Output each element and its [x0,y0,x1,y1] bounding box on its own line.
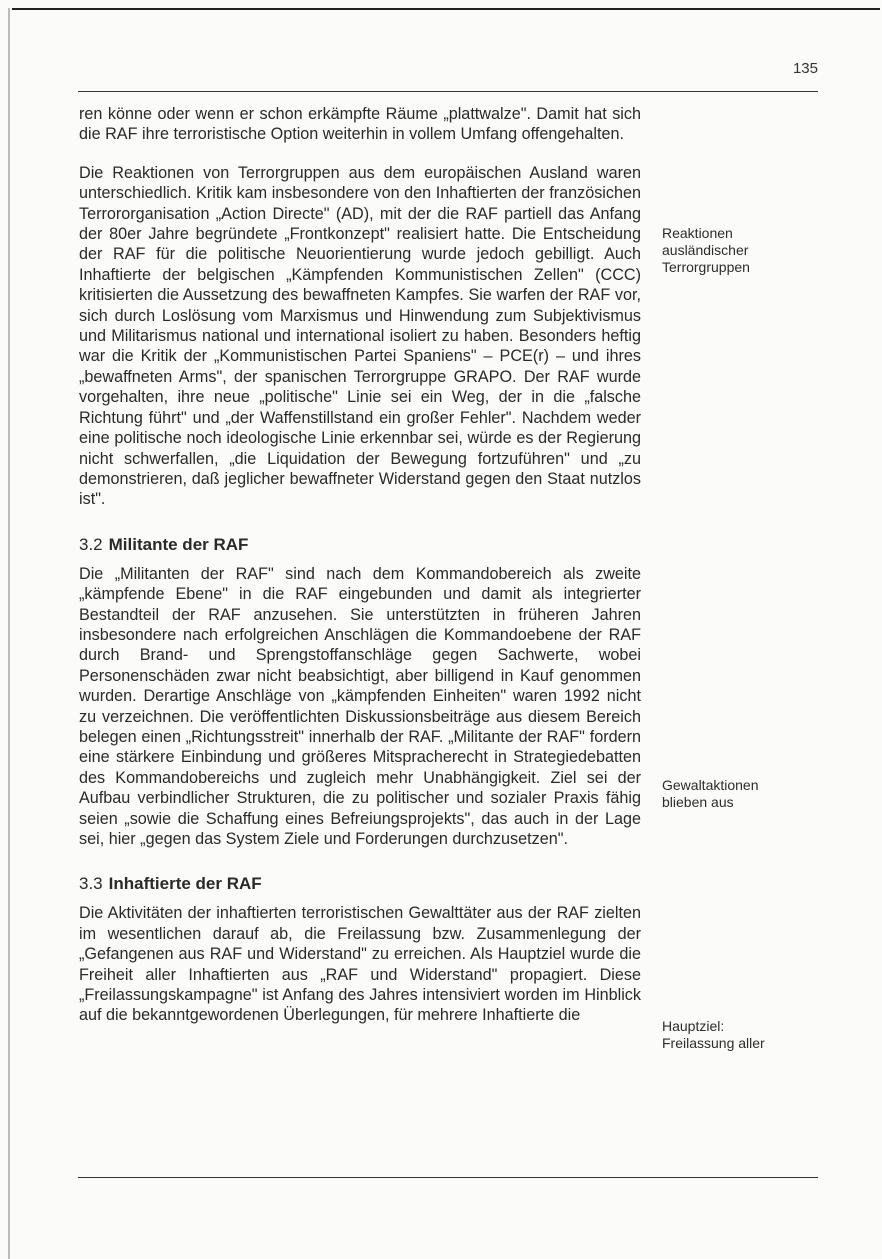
margin-note-foreign-reactions [662,225,812,276]
margin-note-text: Reaktionen ausländischer Terrorgruppen [662,225,750,275]
left-edge-rule [8,8,10,1259]
margin-note-main-goal [662,1018,812,1052]
top-edge-rule [12,8,880,10]
section-heading-3-2 [79,534,641,556]
margin-note-text: Gewaltaktionen blieben aus [662,777,759,810]
page-number: 135 [792,60,818,77]
section-number: 3.2 [79,534,103,554]
header-rule [78,91,818,92]
main-text-column [79,104,641,1026]
margin-note-violence [662,777,812,811]
margin-note-text: Hauptziel: Freilassung aller [662,1018,765,1051]
paragraph-foreign-reactions: Die Reaktionen von Terrorgruppen aus dem europäischen Ausland waren unterschiedlich. Kritik kam insbesondere von den Inhaftierten der französichen Terrororganisation „Action Directe" (AD), mit der die RAF partiell das Anfang der 80er Jahre begründete „Frontkonzept" realisiert hatte. Die Entscheidung der RAF für die politische Neuorientierung wurde jedoch gebilligt. Auch Inhaftierte der belgischen „Kämpfenden Kommunistischen Zellen" (CCC) kritisierten die Aussetzung des bewaffneten Kampfes. Sie warfen der RAF vor, sich durch Loslösung vom Marxismus und Hinwendung zum Subjektivismus und Militarismus national und international isoliert zu haben. Besonders heftig war die Kritik der „Kommunistischen Partei Spaniens" – PCE(r) – und ihres „bewaffneten Arms", der spanischen Terrorgruppe GRAPO. Der RAF wurde vorgehalten, ihre neue „politische" Linie sei ein Weg, der in die „falsche Richtung führt" und „der Waffenstillstand ein großer Fehler". Nachdem weder eine politische noch ideologische Linie erkennbar sei, würde es der Regierung nicht schwerfallen, „die Liquidation der Bewegung fortzuführen" und „zu demonstrieren, daß jeglicher bewaffneter Widerstand gegen den Staat nutzlos ist". [79,163,641,509]
section-heading-3-3 [79,873,641,895]
section-title: Militante der RAF [108,534,249,554]
paragraph-prisoners: Die Aktivitäten der inhaftierten terroristischen Gewalttäter aus der RAF zielten im wesentlichen darauf ab, die Freilassung bzw. Zusammenlegung der „Gefangenen aus RAF und Widerstand" zu erreichen. Als Hauptziel wurde die Freiheit aller Inhaftierten aus „RAF und Widerstand" propagiert. Diese „Freilassungskampagne" ist Anfang des Jahres intensiviert worden im Hinblick auf die bekanntgewordenen Überlegungen, für mehrere Inhaftierte die [79,904,641,1025]
paragraph-continuation: ren könne oder wenn er schon erkämpfte Räume „plattwalze". Damit hat sich die RAF ihre terroristische Option weiterhin in vollem Umfang offengehalten. [79,105,641,144]
paragraph-militants: Die „Militanten der RAF" sind nach dem Kommandobereich als zweite „kämpfende Ebene" in die RAF eingebunden und damit als integrierter Bestandteil der RAF anzusehen. Sie unterstützten in früheren Jahren insbesondere nach erfolgreichen Anschlägen die Kommandoebene der RAF durch Brand- und Sprengstoffanschläge gegen Sachwerte, wobei Personenschäden zwar nicht beabsichtigt, aber billigend in Kauf genommen wurden. Derartige Anschläge von „kämpfenden Einheiten" waren 1992 nicht zu verzeichnen. Die veröffentlichten Diskussionsbeiträge aus diesem Bereich belegen einen „Richtungsstreit" innerhalb der RAF. „Militante der RAF" fordern eine stärkere Einbindung und größeres Mitspracherecht in Strategiedebatten des Kommandobereichs und zugleich mehr Unabhängigkeit. Ziel sei der Aufbau verbindlicher Strukturen, die zu politischer und sozialer Praxis fähig seien „sowie die Schaffung eines Befreiungsprojekts", das auch in der Lage sei, hier „gegen das System Ziele und Forderungen durchzusetzen". [79,564,641,848]
footer-rule [78,1177,818,1178]
section-number: 3.3 [79,874,103,894]
section-title: Inhaftierte der RAF [108,874,262,894]
